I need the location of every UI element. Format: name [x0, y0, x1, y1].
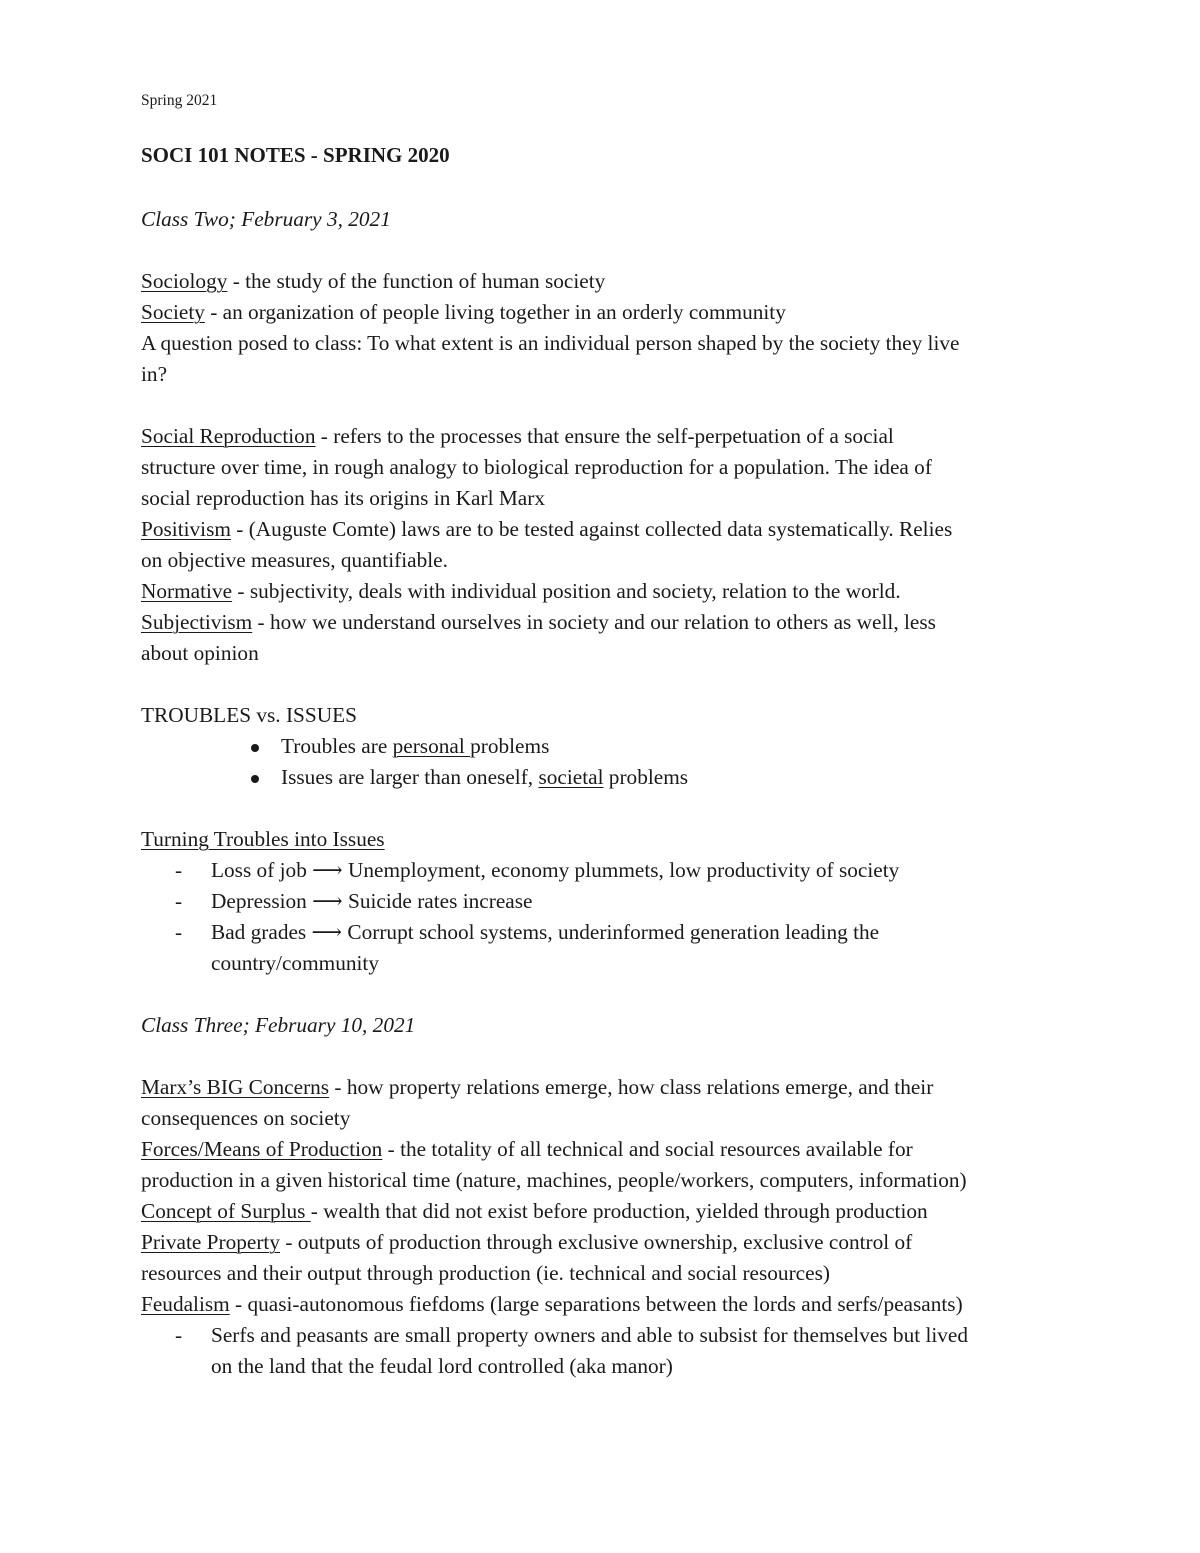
definition-text-line: production in a given historical time (nature, machines, people/workers, computers, information): [141, 1168, 967, 1192]
term-forces-of-production: Forces/Means of Production: [141, 1137, 383, 1161]
notes-body: [141, 204, 1071, 1382]
definition-text-line: structure over time, in rough analogy to biological reproduction for a population. The idea of: [141, 455, 932, 479]
list-item: [175, 1320, 1071, 1351]
definition-text: - (Auguste Comte) laws are to be tested against collected data systematically. Relies: [230, 517, 953, 541]
definition-text: - wealth that did not exist before production, yielded through production: [310, 1199, 928, 1223]
class-question-line-1: A question posed to class: To what extent is an individual person shaped by the society they live: [141, 331, 960, 355]
term-marx-concerns: Marx’s BIG Concerns: [141, 1075, 330, 1099]
definition-text: - how property relations emerge, how class relations emerge, and their: [329, 1075, 934, 1099]
bullet-icon: [251, 744, 259, 752]
term-societal: societal: [538, 765, 604, 789]
list-text: Troubles are: [281, 734, 393, 758]
definition-feudalism: [141, 1289, 1071, 1320]
term-personal: personal: [392, 734, 471, 758]
dash-marker: -: [175, 858, 183, 882]
term-positivism: Positivism: [141, 517, 231, 541]
term-normative: Normative: [141, 579, 233, 603]
definition-text: - subjectivity, deals with individual position and society, relation to the world.: [232, 579, 901, 603]
feudalism-list: [141, 1320, 1071, 1382]
list-text: Serfs and peasants are small property owners and able to subsist for themselves but lived: [211, 1323, 969, 1347]
list-text: Bad grades ⟶ Corrupt school systems, underinformed generation leading the: [211, 920, 880, 944]
definition-surplus: [141, 1196, 1071, 1227]
term-social-reproduction: Social Reproduction: [141, 424, 316, 448]
list-text: Depression ⟶ Suicide rates increase: [211, 889, 533, 913]
definition-text: - how we understand ourselves in society and our relation to others as well, less: [252, 610, 936, 634]
definition-text: - outputs of production through exclusive ownership, exclusive control of: [280, 1230, 913, 1254]
troubles-list: [141, 731, 1071, 793]
page-title: SOCI 101 NOTES - SPRING 2020: [141, 143, 450, 167]
definition-text: - the study of the function of human society: [227, 269, 606, 293]
turning-list: [141, 855, 1071, 979]
term-private-property: Private Property: [141, 1230, 280, 1254]
definition-text: - an organization of people living together in an orderly community: [204, 300, 786, 324]
list-item: [281, 762, 1071, 793]
list-item-continuation: country/community: [211, 951, 379, 975]
list-text: Loss of job ⟶ Unemployment, economy plummets, low productivity of society: [211, 858, 900, 882]
turning-heading: Turning Troubles into Issues: [141, 827, 385, 851]
list-text: problems: [603, 765, 689, 789]
definition-subjectivism: [141, 607, 1071, 638]
class-two-heading: Class Two; February 3, 2021: [141, 207, 391, 231]
definition-normative: [141, 576, 1071, 607]
term-subjectivism: Subjectivism: [141, 610, 253, 634]
class-three-heading: Class Three; February 10, 2021: [141, 1013, 416, 1037]
definition-social-reproduction: [141, 421, 1071, 452]
definition-marx: [141, 1072, 1071, 1103]
definition-text: - refers to the processes that ensure the self-perpetuation of a social: [315, 424, 894, 448]
definition-text: - quasi-autonomous fiefdoms (large separations between the lords and serfs/peasants): [229, 1292, 963, 1316]
bullet-icon: [251, 775, 259, 783]
definition-sociology: [141, 266, 1071, 297]
term-surplus: Concept of Surplus: [141, 1199, 311, 1223]
troubles-heading: TROUBLES vs. ISSUES: [141, 703, 357, 727]
term-feudalism: Feudalism: [141, 1292, 230, 1316]
page-header: Spring 2021: [141, 92, 218, 109]
dash-marker: -: [175, 920, 183, 944]
list-item: [175, 855, 1071, 886]
definition-positivism: [141, 514, 1071, 545]
list-item: [175, 917, 1071, 948]
definition-private-property: [141, 1227, 1071, 1258]
list-text: problems: [470, 734, 550, 758]
list-item: [281, 731, 1071, 762]
definition-text-line: resources and their output through production (ie. technical and social resources): [141, 1261, 830, 1285]
definition-text-line: social reproduction has its origins in Karl Marx: [141, 486, 545, 510]
definition-society: [141, 297, 1071, 328]
class-question-line-2: in?: [141, 362, 168, 386]
dash-marker: -: [175, 889, 183, 913]
dash-marker: -: [175, 1323, 183, 1347]
term-sociology: Sociology: [141, 269, 228, 293]
definition-text-line: about opinion: [141, 641, 259, 665]
definition-text-line: on objective measures, quantifiable.: [141, 548, 448, 572]
definition-text-line: consequences on society: [141, 1106, 351, 1130]
list-item-continuation: on the land that the feudal lord controlled (aka manor): [211, 1354, 673, 1378]
definition-forces: [141, 1134, 1071, 1165]
list-item: [175, 886, 1071, 917]
term-society: Society: [141, 300, 205, 324]
definition-text: - the totality of all technical and social resources available for: [382, 1137, 913, 1161]
list-text: Issues are larger than oneself,: [281, 765, 539, 789]
